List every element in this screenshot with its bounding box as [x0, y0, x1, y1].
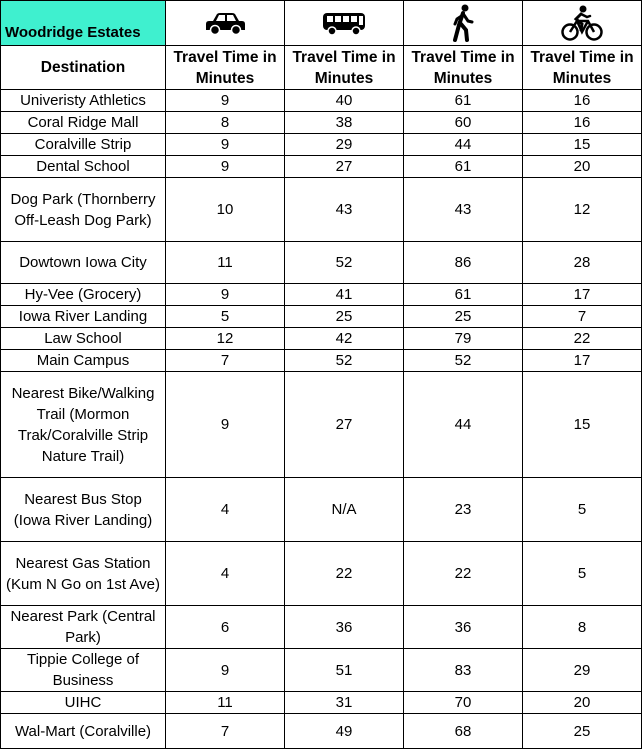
destination-cell: Hy-Vee (Grocery) [1, 284, 166, 306]
bus-time-cell: 27 [285, 156, 404, 178]
table-row [1, 112, 642, 134]
destination-cell: Nearest Park (Central Park) [1, 606, 166, 649]
walk-time-header: Travel Time in Minutes [404, 46, 523, 90]
walk-time-cell: 44 [404, 372, 523, 478]
destination-cell: Dowtown Iowa City [1, 242, 166, 284]
bus-time-cell: 52 [285, 242, 404, 284]
bike-time-cell: 15 [523, 372, 642, 478]
bike-time-header: Travel Time in Minutes [523, 46, 642, 90]
car-time-cell: 9 [166, 649, 285, 692]
bike-time-cell: 29 [523, 649, 642, 692]
destination-cell: Coral Ridge Mall [1, 112, 166, 134]
walk-time-cell: 22 [404, 542, 523, 606]
table-row [1, 242, 642, 284]
bus-time-cell: 31 [285, 692, 404, 714]
table-row [1, 284, 642, 306]
bus-time-cell: 43 [285, 178, 404, 242]
bus-time-cell: 22 [285, 542, 404, 606]
bike-time-cell: 12 [523, 178, 642, 242]
destination-cell: Nearest Gas Station (Kum N Go on 1st Ave) [1, 542, 166, 606]
walking-icon-cell [404, 1, 523, 46]
car-time-cell: 7 [166, 350, 285, 372]
walk-time-cell: 43 [404, 178, 523, 242]
car-time-cell: 7 [166, 714, 285, 749]
destination-cell: Dental School [1, 156, 166, 178]
walk-time-cell: 70 [404, 692, 523, 714]
table-row [1, 542, 642, 606]
bike-time-cell: 20 [523, 692, 642, 714]
walk-time-cell: 61 [404, 90, 523, 112]
walk-time-cell: 36 [404, 606, 523, 649]
bus-time-cell: 42 [285, 328, 404, 350]
car-time-cell: 9 [166, 134, 285, 156]
walk-time-cell: 23 [404, 478, 523, 542]
table-row [1, 350, 642, 372]
bike-time-cell: 17 [523, 284, 642, 306]
bus-time-cell: 25 [285, 306, 404, 328]
bike-time-cell: 22 [523, 328, 642, 350]
bike-time-cell: 16 [523, 90, 642, 112]
table-row [1, 90, 642, 112]
car-time-cell: 5 [166, 306, 285, 328]
bike-time-cell: 5 [523, 478, 642, 542]
destination-cell: Wal-Mart (Coralville) [1, 714, 166, 749]
walk-time-cell: 25 [404, 306, 523, 328]
bus-time-cell: 51 [285, 649, 404, 692]
bus-time-cell: 41 [285, 284, 404, 306]
car-time-cell: 9 [166, 156, 285, 178]
destination-cell: UIHC [1, 692, 166, 714]
bus-time-cell: N/A [285, 478, 404, 542]
destination-cell: Dog Park (Thornberry Off-Leash Dog Park) [1, 178, 166, 242]
walk-time-cell: 79 [404, 328, 523, 350]
bike-time-cell: 20 [523, 156, 642, 178]
destination-header: Destination [1, 46, 166, 90]
car-time-cell: 4 [166, 542, 285, 606]
car-time-cell: 6 [166, 606, 285, 649]
bus-time-cell: 36 [285, 606, 404, 649]
table-row [1, 134, 642, 156]
walk-time-cell: 83 [404, 649, 523, 692]
bus-time-cell: 38 [285, 112, 404, 134]
table-row [1, 156, 642, 178]
table-row [1, 606, 642, 649]
table-row [1, 478, 642, 542]
car-icon [203, 10, 247, 36]
bike-time-cell: 5 [523, 542, 642, 606]
table-row [1, 714, 642, 749]
bike-time-cell: 7 [523, 306, 642, 328]
bus-time-cell: 49 [285, 714, 404, 749]
bike-time-cell: 16 [523, 112, 642, 134]
car-time-cell: 9 [166, 284, 285, 306]
walk-time-cell: 44 [404, 134, 523, 156]
bike-time-cell: 28 [523, 242, 642, 284]
table-row [1, 306, 642, 328]
car-time-cell: 9 [166, 90, 285, 112]
bus-icon-cell [285, 1, 404, 46]
car-time-cell: 10 [166, 178, 285, 242]
car-time-cell: 4 [166, 478, 285, 542]
destination-cell: Iowa River Landing [1, 306, 166, 328]
table-row [1, 372, 642, 478]
car-icon-cell [166, 1, 285, 46]
bicycle-icon [560, 5, 604, 41]
bus-time-cell: 40 [285, 90, 404, 112]
bus-time-cell: 27 [285, 372, 404, 478]
car-time-cell: 11 [166, 242, 285, 284]
bus-time-cell: 29 [285, 134, 404, 156]
destination-cell: Tippie College of Business [1, 649, 166, 692]
destination-cell: Coralville Strip [1, 134, 166, 156]
car-time-cell: 9 [166, 372, 285, 478]
bicycle-icon-cell [523, 1, 642, 46]
car-time-cell: 11 [166, 692, 285, 714]
walk-time-cell: 52 [404, 350, 523, 372]
destination-cell: Law School [1, 328, 166, 350]
bike-time-cell: 25 [523, 714, 642, 749]
destination-cell: Nearest Bus Stop (Iowa River Landing) [1, 478, 166, 542]
walk-time-cell: 68 [404, 714, 523, 749]
walk-time-cell: 86 [404, 242, 523, 284]
destination-cell: Nearest Bike/Walking Trail (Mormon Trak/Coralville Strip Nature Trail) [1, 372, 166, 478]
bike-time-cell: 17 [523, 350, 642, 372]
table-title: Woodridge Estates [1, 1, 166, 46]
walk-time-cell: 60 [404, 112, 523, 134]
table-row [1, 692, 642, 714]
walking-icon [450, 4, 476, 42]
destination-cell: Univeristy Athletics [1, 90, 166, 112]
bike-time-cell: 8 [523, 606, 642, 649]
car-time-cell: 8 [166, 112, 285, 134]
destination-cell: Main Campus [1, 350, 166, 372]
bus-icon [321, 10, 367, 36]
table-row [1, 178, 642, 242]
table-row [1, 328, 642, 350]
bus-time-cell: 52 [285, 350, 404, 372]
table-row [1, 649, 642, 692]
bus-time-header: Travel Time in Minutes [285, 46, 404, 90]
walk-time-cell: 61 [404, 156, 523, 178]
car-time-cell: 12 [166, 328, 285, 350]
car-time-header: Travel Time in Minutes [166, 46, 285, 90]
walk-time-cell: 61 [404, 284, 523, 306]
bike-time-cell: 15 [523, 134, 642, 156]
